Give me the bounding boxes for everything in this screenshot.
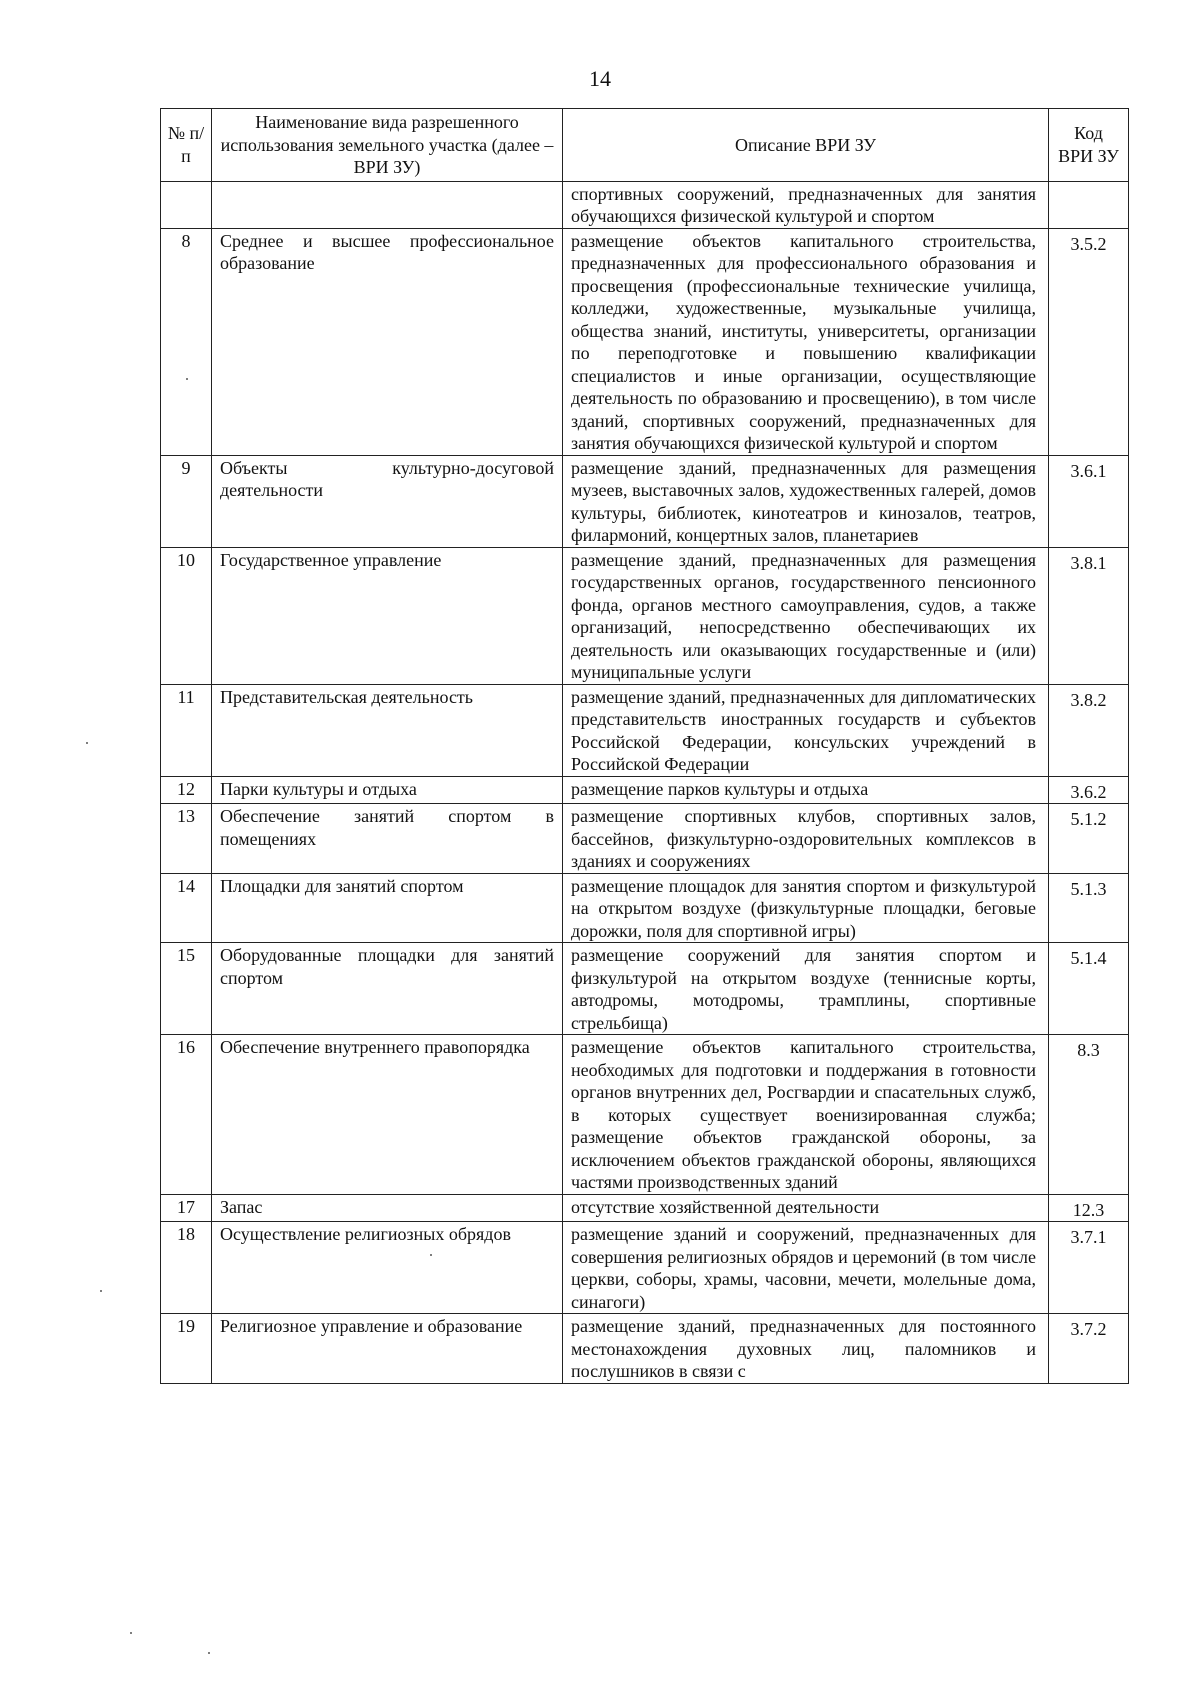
header-name: Наименование вида разрешенного использования земельного участка (далее – ВРИ ЗУ) bbox=[212, 109, 563, 182]
row-name: Объекты культурно-досуговой деятельности bbox=[212, 455, 563, 547]
row-code: 12.3 bbox=[1049, 1194, 1129, 1222]
scan-artifact bbox=[208, 1652, 210, 1654]
row-name: Обеспечение занятий спортом в помещениях bbox=[212, 804, 563, 874]
table-row bbox=[161, 1222, 1129, 1314]
row-description: спортивных сооружений, предназначенных для занятия обучающихся физической культурой и спортом bbox=[563, 181, 1049, 228]
row-number: 19 bbox=[161, 1314, 212, 1384]
row-code: 5.1.3 bbox=[1049, 873, 1129, 943]
row-number: 14 bbox=[161, 873, 212, 943]
row-code: 3.7.1 bbox=[1049, 1222, 1129, 1314]
row-name bbox=[212, 181, 563, 228]
scan-artifact bbox=[186, 378, 188, 380]
row-name: Оборудованные площадки для занятий спортом bbox=[212, 943, 563, 1035]
land-use-table bbox=[160, 108, 1129, 1384]
table-row bbox=[161, 181, 1129, 228]
row-name: Государственное управление bbox=[212, 547, 563, 684]
page-number: 14 bbox=[589, 66, 611, 91]
row-number: 13 bbox=[161, 804, 212, 874]
row-code: 3.8.1 bbox=[1049, 547, 1129, 684]
row-number: 9 bbox=[161, 455, 212, 547]
row-description: размещение сооружений для занятия спортом и физкультурой на открытом воздухе (теннисные корты, автодромы, мотодромы, трамплины, спортивные стрельбища) bbox=[563, 943, 1049, 1035]
row-name: Представительская деятельность bbox=[212, 684, 563, 776]
scan-artifact bbox=[130, 1632, 132, 1634]
row-number: 8 bbox=[161, 228, 212, 455]
row-code: 3.6.2 bbox=[1049, 776, 1129, 804]
header-num: № п/п bbox=[161, 109, 212, 182]
scan-artifact bbox=[86, 742, 88, 744]
table-row bbox=[161, 228, 1129, 455]
row-code: 3.6.1 bbox=[1049, 455, 1129, 547]
row-code: 5.1.4 bbox=[1049, 943, 1129, 1035]
row-description: размещение объектов капитального строительства, предназначенных для профессионального образования и просвещения (профессиональные технические училища, колледжи, художественные, музыкальные училища, общества знаний, институты, университеты, организации по переподготовке и повышению квалификации специалистов и иные организации, осуществляющие деятельность по образованию и просвещению), в том числе зданий, спортивных сооружений, предназначенных для занятия обучающихся физической культурой и спортом bbox=[563, 228, 1049, 455]
row-description: размещение площадок для занятия спортом и физкультурой на открытом воздухе (физкультурные площадки, беговые дорожки, поля для спортивной игры) bbox=[563, 873, 1049, 943]
row-name: Среднее и высшее профессиональное образование bbox=[212, 228, 563, 455]
row-number: 18 bbox=[161, 1222, 212, 1314]
table-row bbox=[161, 873, 1129, 943]
row-code: 3.7.2 bbox=[1049, 1314, 1129, 1384]
row-description: размещение объектов капитального строительства, необходимых для подготовки и поддержания в готовности органов внутренних дел, Росгвардии и спасательных служб, в которых существует военизированная служба; размещение объектов гражданской обороны, за исключением объектов гражданской обороны, являющихся частями производственных зданий bbox=[563, 1035, 1049, 1195]
row-code: 3.8.2 bbox=[1049, 684, 1129, 776]
table-row bbox=[161, 1194, 1129, 1222]
row-description: размещение парков культуры и отдыха bbox=[563, 776, 1049, 804]
table-row bbox=[161, 547, 1129, 684]
table-header-row bbox=[161, 109, 1129, 182]
row-description: размещение спортивных клубов, спортивных залов, бассейнов, физкультурно-оздоровительных комплексов в зданиях и сооружениях bbox=[563, 804, 1049, 874]
header-description: Описание ВРИ ЗУ bbox=[563, 109, 1049, 182]
row-code bbox=[1049, 181, 1129, 228]
scan-artifact bbox=[100, 1290, 102, 1292]
row-description: размещение зданий, предназначенных для дипломатических представительств иностранных государств и субъектов Российской Федерации, консульских учреждений в Российской Федерации bbox=[563, 684, 1049, 776]
table-row bbox=[161, 776, 1129, 804]
row-number: 17 bbox=[161, 1194, 212, 1222]
table-row bbox=[161, 804, 1129, 874]
row-number: 10 bbox=[161, 547, 212, 684]
row-number: 16 bbox=[161, 1035, 212, 1195]
row-name: Обеспечение внутреннего правопорядка bbox=[212, 1035, 563, 1195]
row-description: размещение зданий и сооружений, предназначенных для совершения религиозных обрядов и церемоний (в том числе церкви, соборы, храмы, часовни, мечети, молельные дома, синагоги) bbox=[563, 1222, 1049, 1314]
row-name: Запас bbox=[212, 1194, 563, 1222]
table-row bbox=[161, 1035, 1129, 1195]
row-code: 5.1.2 bbox=[1049, 804, 1129, 874]
table-row bbox=[161, 684, 1129, 776]
row-number: 11 bbox=[161, 684, 212, 776]
row-name: Осуществление религиозных обрядов bbox=[212, 1222, 563, 1314]
row-number: 12 bbox=[161, 776, 212, 804]
row-description: отсутствие хозяйственной деятельности bbox=[563, 1194, 1049, 1222]
table-row bbox=[161, 1314, 1129, 1384]
row-number: 15 bbox=[161, 943, 212, 1035]
row-number bbox=[161, 181, 212, 228]
row-description: размещение зданий, предназначенных для размещения государственных органов, государственного пенсионного фонда, органов местного самоуправления, судов, а также организаций, непосредственно обеспечивающих их деятельность или оказывающих государственные и (или) муниципальные услуги bbox=[563, 547, 1049, 684]
row-code: 3.5.2 bbox=[1049, 228, 1129, 455]
row-name: Площадки для занятий спортом bbox=[212, 873, 563, 943]
table-row bbox=[161, 943, 1129, 1035]
table-row bbox=[161, 455, 1129, 547]
scan-artifact bbox=[430, 1254, 432, 1256]
row-code: 8.3 bbox=[1049, 1035, 1129, 1195]
header-code: Код ВРИ ЗУ bbox=[1049, 109, 1129, 182]
row-name: Парки культуры и отдыха bbox=[212, 776, 563, 804]
row-description: размещение зданий, предназначенных для постоянного местонахождения духовных лиц, паломников и послушников в связи с bbox=[563, 1314, 1049, 1384]
row-description: размещение зданий, предназначенных для размещения музеев, выставочных залов, художественных галерей, домов культуры, библиотек, кинотеатров и кинозалов, театров, филармоний, концертных залов, планетариев bbox=[563, 455, 1049, 547]
row-name: Религиозное управление и образование bbox=[212, 1314, 563, 1384]
table-body bbox=[161, 181, 1129, 1383]
